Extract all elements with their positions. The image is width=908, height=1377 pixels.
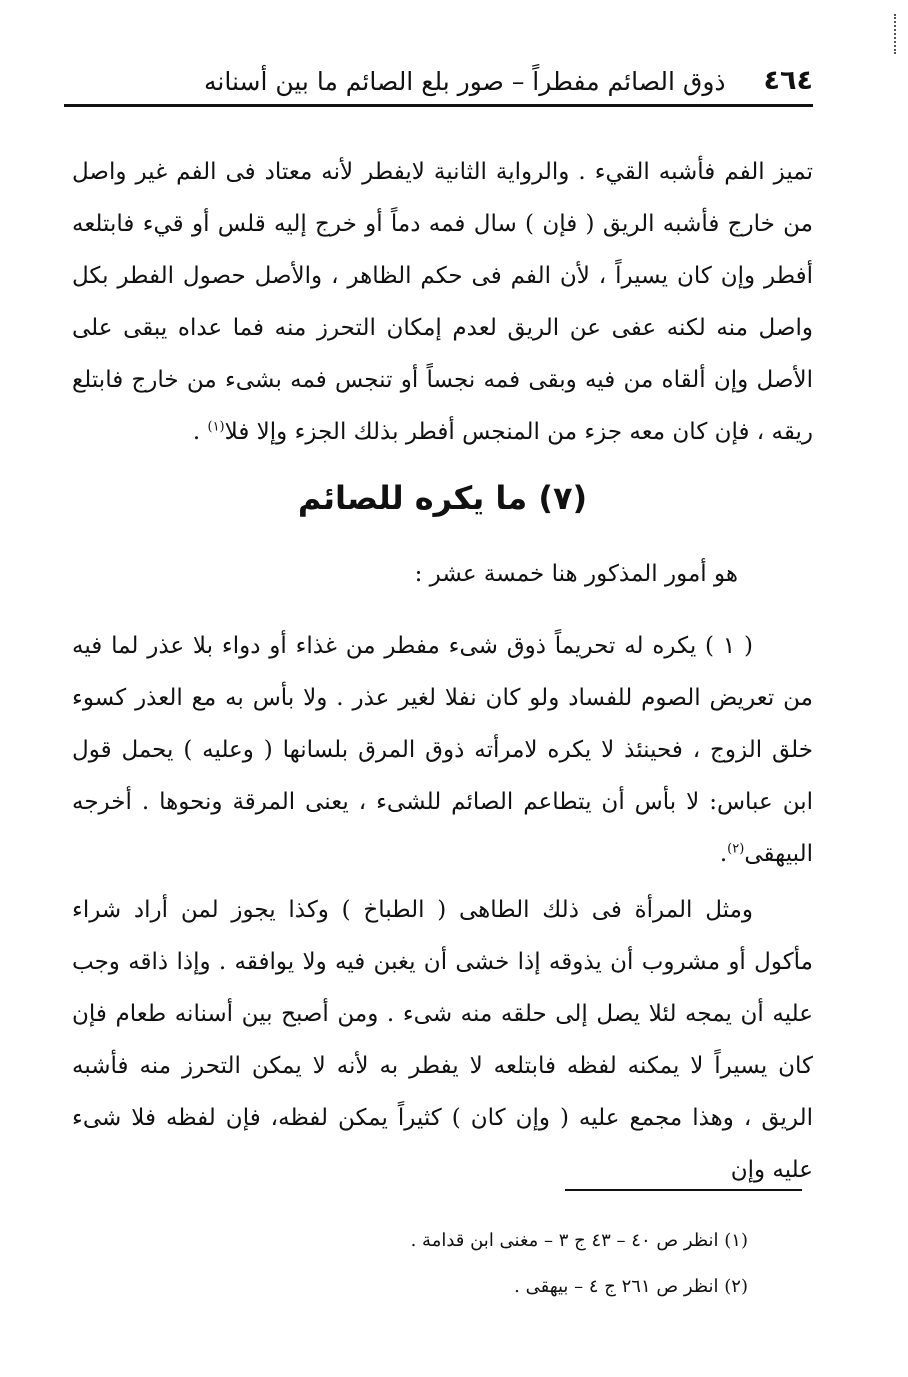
footnote-rule	[565, 1189, 802, 1191]
section-heading: (٧) ما يكره للصائم	[297, 479, 588, 517]
paragraph-1-text: تميز الفم فأشبه القيء . والرواية الثانية لايفطر لأنه معتاد فى الفم غير واصل من خارج فأشبه الريق ( فإن ) سال فمه دماً أو خرج إليه قلس أو قيء فابتلعه أفطر وإن كان يسيراً ، لأن الفم فى حكم الظاهر ، والأصل حصول الفطر بكل واصل منه لكنه عفى عن الريق لعدم إمكان التحرز منه فما عداه يبقى على الأصل وإن ألقاه من فيه وبقى فمه نجساً أو تنجس فمه بشىء من خارج فابتلع ريقه ، فإن كان معه جزء من المنجس أفطر بذلك الجزء وإلا فلا	[72, 159, 813, 445]
paragraph-1-end: .	[192, 419, 208, 445]
running-title: ذوق الصائم مفطراً – صور بلع الصائم ما بين أسنانه	[204, 67, 726, 96]
page-header	[70, 52, 813, 96]
footnotes	[72, 1218, 748, 1310]
paragraph-1	[72, 146, 813, 458]
footnote-1: (١) انظر ص ٤٠ – ٤٣ ج ٣ – مغنى ابن قدامة .	[410, 1230, 748, 1251]
page-number: ٤٦٤	[763, 65, 813, 96]
text-block-2	[72, 620, 813, 880]
scan-margin-mark	[892, 14, 896, 54]
text-block-1	[72, 146, 813, 458]
text-block-3	[72, 884, 813, 1196]
footnote-ref-1[interactable]: (١)	[207, 419, 225, 435]
footnote-ref-2[interactable]: (٢)	[727, 841, 745, 857]
paragraph-2-text: ( ١ ) يكره له تحريماً ذوق شىء مفطر من غذاء أو دواء بلا عذر لما فيه من تعريض الصوم للفساد ولو كان نفلا لغير عذر . ولا بأس به مع العذر كسوء خلق الزوج ، فحينئذ لا يكره لامرأته ذوق المرق بلسانها ( وعليه ) يحمل قول ابن عباس: لا بأس أن يتطاعم الصائم للشىء ، يعنى المرقة ونحوها . أخرجه البيهقى	[72, 633, 813, 867]
footnote-2: (٢) انظر ص ٢٦١ ج ٤ – بيهقى .	[514, 1276, 748, 1297]
paragraph-2	[72, 620, 813, 880]
paragraph-3: ومثل المرأة فى ذلك الطاهى ( الطباخ ) وكذا يجوز لمن أراد شراء مأكول أو مشروب أن يذوقه إذا خشى أن يغبن فيه ولا يوافقه . وإذا ذاقه وجب عليه أن يمجه لئلا يصل إلى حلقه منه شىء . ومن أصبح بين أسنانه طعام فإن كان يسيراً لا يمكنه لفظه فابتلعه لا يفطر به لأنه لا يمكن التحرز منه فأشبه الريق ، وهذا مجمع عليه ( وإن كان ) كثيراً يمكن لفظه، فإن لفظه فلا شىء عليه وإن	[72, 897, 813, 1183]
paragraph-2-end: .	[719, 841, 728, 867]
header-rule	[64, 104, 813, 107]
section-intro: هو أمور المذكور هنا خمسة عشر :	[414, 561, 738, 587]
